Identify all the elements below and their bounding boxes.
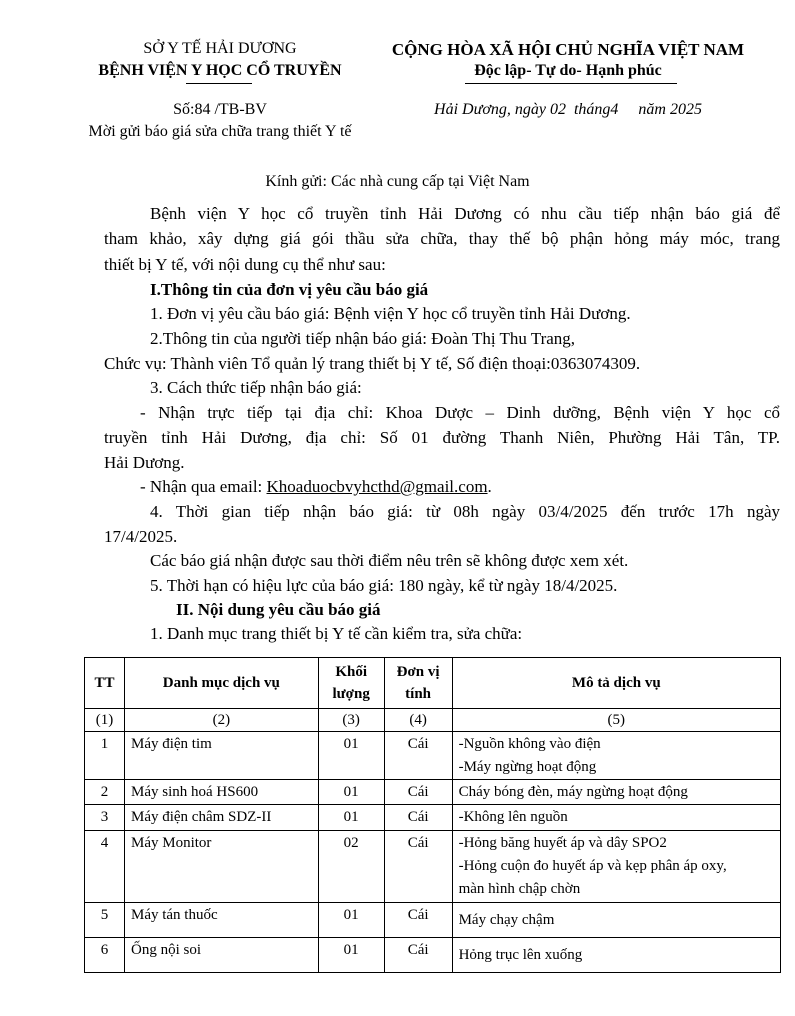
national-motto: Độc lập- Tự do- Hạnh phúc (474, 62, 662, 79)
table-row (85, 938, 781, 973)
row-name: Máy Monitor (124, 831, 318, 903)
row-desc: Hỏng trục lên xuống (452, 938, 780, 973)
col-header-tt: TT (85, 658, 125, 709)
row-name: Máy sinh hoá HS600 (124, 780, 318, 805)
intro-line-1: Bệnh viện Y học cổ truyền tỉnh Hải Dương có nhu cầu tiếp nhận báo giá để (150, 204, 780, 223)
row-tt: 1 (85, 732, 125, 780)
service-table (84, 657, 781, 973)
table-row (85, 831, 781, 903)
row-qty: 01 (318, 732, 384, 780)
row-desc: -Hỏng băng huyết áp và dây SPO2 -Hỏng cuộn đo huyết áp và kẹp phân áp oxy, màn hình chập chờn (452, 831, 780, 903)
row-unit: Cái (384, 903, 452, 938)
email-link[interactable]: Khoaduocbvyhcthd@gmail.com (266, 477, 488, 496)
row-tt: 2 (85, 780, 125, 805)
row-desc: -Không lên nguồn (452, 805, 780, 831)
recipient-line: Kính gửi: Các nhà cung cấp tại Việt Nam (265, 173, 530, 190)
row-name: Máy tán thuốc (124, 903, 318, 938)
section-1-item-3-a2: truyền tỉnh Hải Dương, địa chỉ: Số 01 đường Thanh Niên, Phường Hải Tân, TP. (104, 428, 780, 447)
section-1-item-3-b (140, 477, 492, 497)
section-1-item-1: 1. Đơn vị yêu cầu báo giá: Bệnh viện Y học cổ truyền tỉnh Hải Dương. (150, 304, 631, 323)
row-unit: Cái (384, 780, 452, 805)
section-1-item-4-l1: 4. Thời gian tiếp nhận báo giá: từ 08h ngày 03/4/2025 đến trước 17h ngày (150, 502, 780, 521)
numbering-cell: (3) (318, 709, 384, 732)
row-name: Máy điện châm SDZ-II (124, 805, 318, 831)
section-1-item-3-a3: Hải Dương. (104, 453, 185, 472)
national-title: CỘNG HÒA XÃ HỘI CHỦ NGHĨA VIỆT NAM (391, 40, 745, 59)
agency-name: SỞ Y TẾ HẢI DƯƠNG (143, 40, 297, 57)
row-tt: 6 (85, 938, 125, 973)
document-subject: Mời gửi báo giá sửa chữa trang thiết Y tế (88, 123, 352, 140)
section-1-item-4-note: Các báo giá nhận được sau thời điểm nêu trên sẽ không được xem xét. (150, 551, 629, 570)
row-name: Máy điện tim (124, 732, 318, 780)
numbering-cell: (4) (384, 709, 452, 732)
table-row (85, 732, 781, 780)
table-row (85, 780, 781, 805)
row-unit: Cái (384, 732, 452, 780)
row-desc: Máy chạy chậm (452, 903, 780, 938)
section-1-item-3-a1: - Nhận trực tiếp tại địa chỉ: Khoa Dược – Dinh dưỡng, Bệnh viện Y học cổ (140, 403, 780, 422)
numbering-cell: (2) (124, 709, 318, 732)
section-1-item-4-l2: 17/4/2025. (104, 527, 178, 546)
table-numbering-row (85, 709, 781, 732)
col-header-qty: Khối lượng (318, 658, 384, 709)
row-tt: 5 (85, 903, 125, 938)
row-desc: -Nguồn không vào điện -Máy ngừng hoạt động (452, 732, 780, 780)
section-2-title: II. Nội dung yêu cầu báo giá (176, 600, 381, 619)
section-2-item-1: 1. Danh mục trang thiết bị Y tế cần kiểm tra, sửa chữa: (150, 624, 523, 643)
section-1-item-2-cont: Chức vụ: Thành viên Tổ quản lý trang thiết bị Y tế, Số điện thoại:0363074309. (104, 354, 641, 373)
row-qty: 02 (318, 831, 384, 903)
hospital-name-underline (186, 83, 252, 84)
row-unit: Cái (384, 805, 452, 831)
col-header-name: Danh mục dịch vụ (124, 658, 318, 709)
section-1-title: I.Thông tin của đơn vị yêu cầu báo giá (150, 280, 429, 299)
row-unit: Cái (384, 938, 452, 973)
section-1-item-3: 3. Cách thức tiếp nhận báo giá: (150, 378, 362, 397)
row-qty: 01 (318, 938, 384, 973)
row-name: Ống nội soi (124, 938, 318, 973)
col-header-unit: Đơn vị tính (384, 658, 452, 709)
document-number: Số:84 /TB-BV (173, 101, 267, 118)
row-qty: 01 (318, 805, 384, 831)
email-label: - Nhận qua email: (140, 477, 267, 496)
national-motto-underline (465, 83, 677, 84)
section-1-item-2: 2.Thông tin của người tiếp nhận báo giá: Đoàn Thị Thu Trang, (150, 329, 576, 348)
row-desc: Cháy bóng đèn, máy ngừng hoạt động (452, 780, 780, 805)
table-row (85, 903, 781, 938)
row-tt: 3 (85, 805, 125, 831)
email-suffix: . (487, 477, 492, 496)
col-header-desc: Mô tả dịch vụ (452, 658, 780, 709)
hospital-name: BỆNH VIỆN Y HỌC CỔ TRUYỀN (98, 62, 342, 79)
row-qty: 01 (318, 780, 384, 805)
numbering-cell: (1) (85, 709, 125, 732)
table-header-row (85, 658, 781, 709)
table-row (85, 805, 781, 831)
document-date: Hải Dương, ngày 02 tháng4 năm 2025 (434, 101, 702, 118)
row-unit: Cái (384, 831, 452, 903)
section-1-item-5: 5. Thời hạn có hiệu lực của báo giá: 180 ngày, kể từ ngày 18/4/2025. (150, 576, 618, 595)
row-tt: 4 (85, 831, 125, 903)
numbering-cell: (5) (452, 709, 780, 732)
intro-line-2: tham khảo, xây dựng giá gói thầu sửa chữa, thay thế bộ phận hỏng máy móc, trang (104, 229, 780, 248)
row-qty: 01 (318, 903, 384, 938)
intro-line-3: thiết bị Y tế, với nội dung cụ thể như sau: (104, 255, 386, 274)
